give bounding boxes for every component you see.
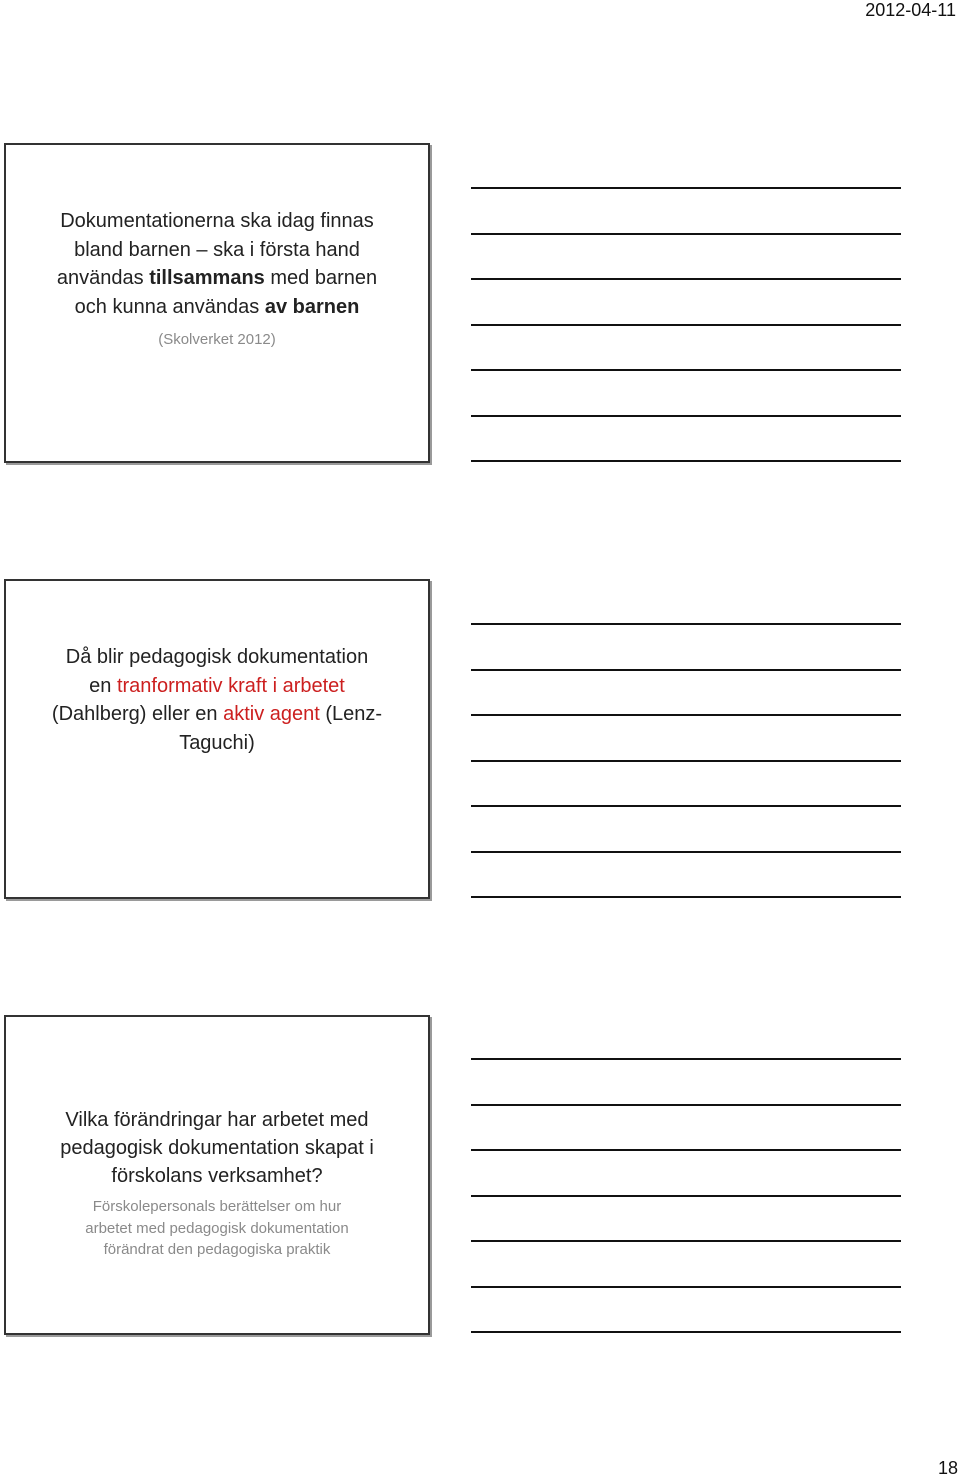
slide-1-line-3-pre: användas — [56, 267, 150, 289]
emphasis-av-barnen: av barnen — [264, 295, 360, 318]
note-line — [471, 1240, 901, 1242]
note-line — [471, 415, 901, 417]
slide-3-line-2: pedagogisk dokumentation skapat i — [60, 1137, 374, 1159]
note-line — [471, 1058, 901, 1060]
slide-2-text — [36, 643, 398, 757]
note-line — [471, 369, 901, 371]
slide-1-line-1: Dokumentationerna ska idag finnas — [60, 210, 374, 232]
note-line — [471, 324, 901, 326]
note-line — [471, 851, 901, 853]
note-line — [471, 714, 901, 716]
slide-3-sub-line-2: arbetet med pedagogisk dokumentation — [85, 1219, 349, 1237]
notes-lines-3 — [471, 1058, 901, 1377]
slide-1-line-3 — [36, 264, 398, 293]
slide-3-text — [36, 1106, 398, 1261]
note-line — [471, 669, 901, 671]
slide-1-line-4 — [36, 293, 398, 322]
emphasis-transformativ-kraft: tranformativ kraft i arbetet — [116, 674, 345, 697]
emphasis-tillsammans: tillsammans — [149, 267, 265, 289]
note-line — [471, 1104, 901, 1106]
slide-3-sub-line-3: förändrat den pedagogiska praktik — [103, 1241, 331, 1258]
slide-2-line-2-pre: en — [89, 674, 117, 697]
note-line — [471, 896, 901, 898]
note-line — [471, 1286, 901, 1288]
note-line — [471, 623, 901, 625]
note-line — [471, 278, 901, 280]
emphasis-aktiv-agent: aktiv agent — [223, 703, 320, 725]
slide-2-line-3 — [36, 700, 398, 729]
note-line — [471, 1149, 901, 1151]
note-line — [471, 460, 901, 462]
slide-2-line-3-post: (Lenz- — [319, 703, 383, 725]
note-line — [471, 760, 901, 762]
slide-2-line-1: Då blir pedagogisk dokumentation — [65, 646, 369, 668]
slide-1-line-3-post: med barnen — [264, 267, 378, 289]
slide-3 — [4, 1015, 430, 1335]
slide-3-sub-line-1: Förskolepersonals berättelser om hur — [92, 1198, 342, 1215]
slide-2 — [4, 579, 430, 899]
notes-lines-1 — [471, 187, 901, 506]
notes-lines-2 — [471, 623, 901, 942]
page-date: 2012-04-11 — [865, 0, 956, 20]
citation: (Skolverket 2012) — [158, 331, 276, 348]
slide-3-line-3: förskolans verksamhet? — [111, 1165, 323, 1187]
slide-1-text — [36, 207, 398, 355]
slide-1 — [4, 143, 430, 463]
page-number: 18 — [937, 1458, 958, 1478]
slide-2-line-4: Taguchi) — [179, 731, 255, 754]
note-line — [471, 1195, 901, 1197]
note-line — [471, 233, 901, 235]
slide-1-line-2: bland barnen – ska i första hand — [74, 238, 360, 261]
slide-3-line-1: Vilka förändringar har arbetet med — [65, 1109, 369, 1131]
slide-2-line-2 — [36, 672, 398, 701]
note-line — [471, 187, 901, 189]
slide-2-line-3-pre: (Dahlberg) eller en — [51, 703, 224, 725]
slide-3-subtitle — [36, 1196, 398, 1261]
note-line — [471, 805, 901, 807]
slide-1-line-4-pre: och kunna användas — [74, 295, 265, 318]
note-line — [471, 1331, 901, 1333]
